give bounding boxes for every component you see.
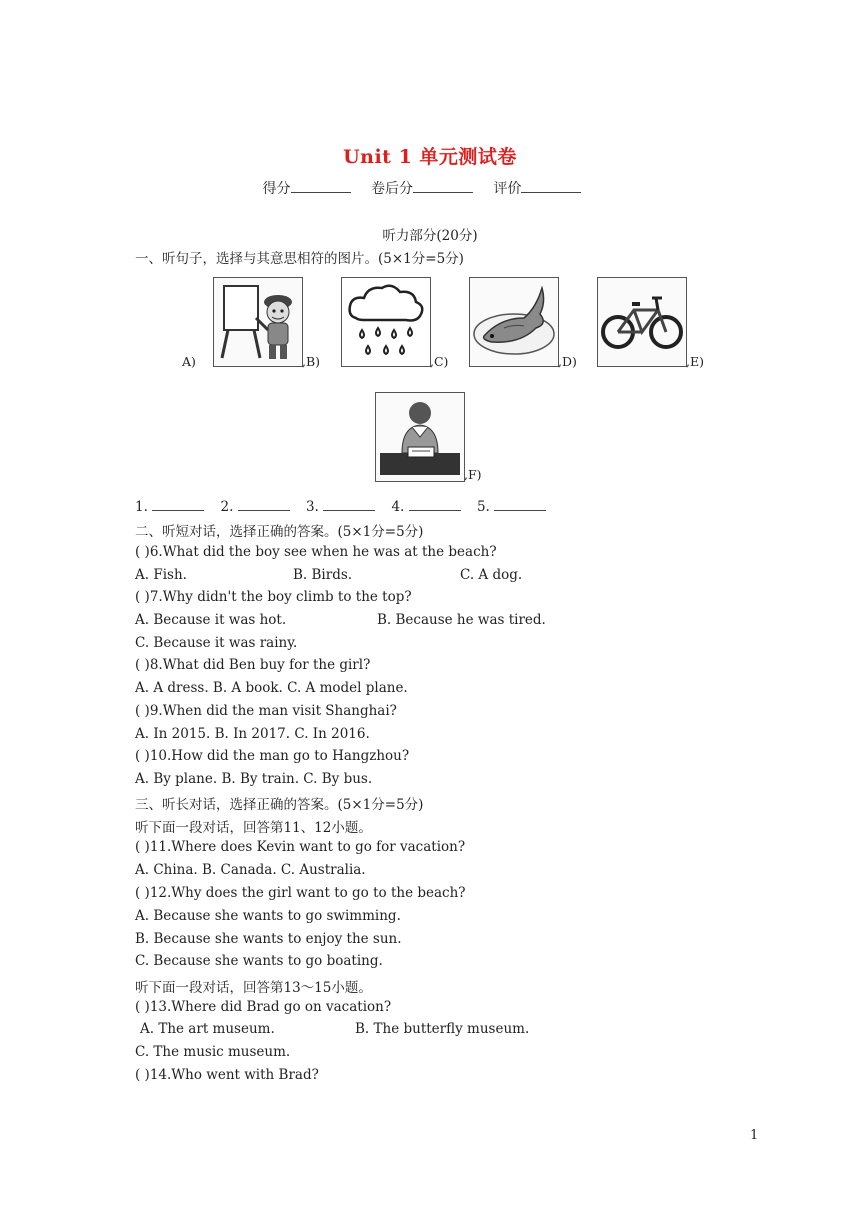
bicycle-picture: [597, 277, 687, 367]
section1-heading: 一、听句子，选择与其意思相符的图片。(5×1分=5分): [135, 251, 464, 267]
painter-picture: [213, 277, 303, 367]
page-number: 1: [750, 1128, 759, 1143]
label-f: ,F): [464, 467, 482, 482]
section2-heading: 二、听短对话，选择正确的答案。(5×1分=5分): [135, 524, 424, 540]
section3-heading: 三、听长对话，选择正确的答案。(5×1分=5分): [135, 797, 424, 813]
dialog1-intro: 听下面一段对话，回答第11、12小题。: [135, 820, 372, 836]
question-10: ( )10.How did the man go to Hangzhou?: [135, 748, 410, 764]
q12-option-b: B. Because she wants to enjoy the sun.: [135, 931, 402, 947]
student-writing-icon: [376, 393, 464, 481]
q11-options: A. China. B. Canada. C. Australia.: [135, 862, 366, 878]
writing-picture: [375, 392, 465, 482]
question-8: ( )8.What did Ben buy for the girl?: [135, 657, 371, 673]
q12-option-a: A. Because she wants to go swimming.: [135, 908, 401, 924]
page-title: Unit 1 单元测试卷: [343, 146, 517, 168]
question-14: ( )14.Who went with Brad?: [135, 1067, 319, 1083]
label-c: ,C): [430, 354, 449, 369]
answer-blank-4[interactable]: [409, 498, 461, 511]
rain-cloud-icon: [342, 278, 430, 366]
question-12: ( )12.Why does the girl want to go to the beach?: [135, 885, 466, 901]
question-6: ( )6.What did the boy see when he was at the beach?: [135, 544, 497, 560]
score-row: [0, 178, 860, 198]
answer-row: [135, 498, 558, 515]
score-label: 得分: [262, 181, 291, 197]
answer-label-2: 2.: [220, 499, 234, 515]
label-e: ,E): [686, 354, 704, 369]
answer-label-1: 1.: [135, 499, 148, 515]
q7-option-a: A. Because it was hot.: [135, 612, 287, 628]
label-a: A): [182, 354, 196, 369]
fish-dish-icon: [470, 278, 558, 366]
q13-option-c: C. The music museum.: [135, 1044, 291, 1060]
answer-label-4: 4.: [391, 499, 405, 515]
question-9: ( )9.When did the man visit Shanghai?: [135, 703, 397, 719]
q6-option-c: C. A dog.: [460, 567, 523, 583]
answer-blank-5[interactable]: [494, 498, 546, 511]
after-score-blank[interactable]: [413, 178, 473, 193]
question-7: ( )7.Why didn't the boy climb to the top?: [135, 589, 412, 605]
rain-picture: [341, 277, 431, 367]
dialog2-intro: 听下面一段对话，回答第13～15小题。: [135, 980, 372, 996]
painter-icon: [214, 278, 302, 366]
q7-option-c: C. Because it was rainy.: [135, 635, 298, 651]
evaluation-label: 评价: [493, 181, 522, 197]
q6-option-a: A. Fish.: [135, 567, 187, 583]
bicycle-icon: [598, 278, 686, 366]
answer-label-5: 5.: [476, 499, 490, 515]
listening-header: 听力部分(20分): [382, 228, 478, 244]
evaluation-blank[interactable]: [521, 178, 581, 193]
label-d: ,D): [558, 354, 577, 369]
fish-picture: [469, 277, 559, 367]
q12-option-c: C. Because she wants to go boating.: [135, 953, 383, 969]
q9-options: A. In 2015. B. In 2017. C. In 2016.: [135, 726, 370, 742]
answer-blank-3[interactable]: [323, 498, 375, 511]
q6-option-b: B. Birds.: [293, 567, 353, 583]
after-score-label: 卷后分: [371, 181, 413, 197]
answer-blank-2[interactable]: [238, 498, 290, 511]
answer-blank-1[interactable]: [152, 498, 204, 511]
label-b: ,B): [302, 354, 321, 369]
q10-options: A. By plane. B. By train. C. By bus.: [135, 771, 373, 787]
q13-option-a: A. The art museum.: [140, 1021, 275, 1037]
q8-options: A. A dress. B. A book. C. A model plane.: [135, 680, 408, 696]
question-11: ( )11.Where does Kevin want to go for vacation?: [135, 839, 466, 855]
score-blank[interactable]: [291, 178, 351, 193]
answer-label-3: 3.: [305, 499, 319, 515]
q13-option-b: B. The butterfly museum.: [355, 1021, 530, 1037]
question-13: ( )13.Where did Brad go on vacation?: [135, 999, 392, 1015]
q7-option-b: B. Because he was tired.: [377, 612, 546, 628]
